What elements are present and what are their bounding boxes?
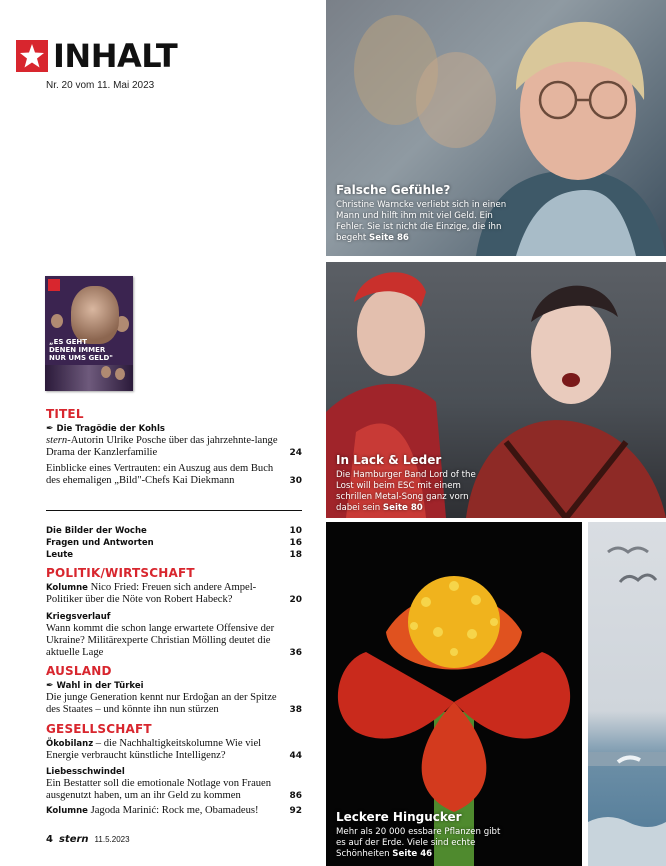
section-heading-politik: POLITIK/WIRTSCHAFT <box>46 566 195 580</box>
caption-body: Mehr als 20 000 essbare Pflanzen gibt es auf der Erde. Viele sind echte Schönheiten <box>336 827 501 859</box>
pen-nib-icon: ✒ <box>46 681 54 691</box>
photo-seagulls[interactable] <box>588 522 666 866</box>
issue-date: Nr. 20 vom 11. Mai 2023 <box>46 80 155 91</box>
page-title: INHALT <box>53 37 178 75</box>
footer-page-number: 4 <box>46 834 53 845</box>
entry-text: Fragen und Antworten <box>46 538 154 548</box>
cover-portrait <box>71 286 119 344</box>
caption-headline: Falsche Gefühle? <box>336 183 451 197</box>
page-number: 18 <box>289 550 302 560</box>
photo-caption <box>336 810 506 860</box>
entry-text: -Autorin Ulrike Posche über das jahrzehnte-lange Drama der Kanzlerfamilie <box>46 435 278 458</box>
entry-text: Die Bilder der Woche <box>46 526 147 536</box>
page-number: 92 <box>289 806 302 816</box>
divider <box>46 510 302 511</box>
caption-page-ref: Seite 80 <box>382 503 423 513</box>
toc-kicker <box>46 766 302 778</box>
stern-logo <box>16 40 48 72</box>
magazine-cover-thumbnail[interactable] <box>45 276 133 391</box>
seagull-illustration <box>588 522 666 866</box>
caption-body: Die Hamburger Band Lord of the Lost will beim ESC mit einem schrillen Metal-Song ganz vorn dabei sein <box>336 470 476 513</box>
cover-headline: „ES GEHT DENEN IMMER NUR UMS GELD" <box>49 338 113 362</box>
caption-headline: Leckere Hingucker <box>336 810 462 824</box>
section-heading-ausland: AUSLAND <box>46 664 112 678</box>
toc-entry[interactable] <box>46 463 302 487</box>
photo-lack-und-leder[interactable] <box>326 262 666 518</box>
toc-entry[interactable] <box>46 525 302 537</box>
pen-nib-icon: ✒ <box>46 424 54 434</box>
page-number: 86 <box>289 791 302 801</box>
toc-entry[interactable] <box>46 692 302 716</box>
kicker-text: Liebesschwindel <box>46 767 125 777</box>
photo-caption <box>336 183 511 244</box>
toc-entry[interactable] <box>46 537 302 549</box>
toc-entry[interactable] <box>46 435 302 459</box>
toc-kicker-tuerkei[interactable] <box>46 680 302 692</box>
masthead <box>16 38 177 74</box>
footer-date: 11.5.2023 <box>94 835 130 844</box>
caption-headline: In Lack & Leder <box>336 453 442 467</box>
page-number: 16 <box>289 538 302 548</box>
caption-body: Christine Warncke verliebt sich in einen Mann und hilft ihm mit viel Geld. Ein Fehler. Sie ist nicht die Einzige, die ihn begeht <box>336 200 507 243</box>
section-heading-gesellschaft: GESELLSCHAFT <box>46 722 152 736</box>
entry-text: Ein Bestatter soll die emotionale Notlage von Frauen ausgenutzt haben, um an ihr Geld zu kommen <box>46 778 272 801</box>
page-number: 30 <box>289 476 302 486</box>
kicker-text: Kolumne <box>46 583 88 593</box>
kicker-text: Wahl in der Türkei <box>56 681 144 691</box>
entry-text: Wann kommt die schon lange erwartete Offensive der Ukraine? Militärexperte Christian Mölling deutet die aktuelle Lage <box>46 623 275 658</box>
star-icon <box>19 43 45 69</box>
toc-entry[interactable] <box>46 623 302 659</box>
page-footer <box>46 834 130 845</box>
toc-entry[interactable] <box>46 582 302 606</box>
entry-text: Nico Fried: Freuen sich andere Ampel-Politiker über die Nöte von Robert Habeck? <box>46 582 257 605</box>
toc-entry[interactable] <box>46 805 302 817</box>
page-number: 10 <box>289 526 302 536</box>
page-number: 20 <box>289 595 302 605</box>
cover-logo <box>48 279 60 291</box>
toc-kicker-kohls[interactable] <box>46 423 302 435</box>
kicker-text: Ökobilanz <box>46 739 94 749</box>
section-heading-titel: TITEL <box>46 407 84 421</box>
toc-entry[interactable] <box>46 549 302 561</box>
entry-text: Jagoda Marinić: Rock me, Obamadeus! <box>90 805 259 816</box>
kicker-text: Die Tragödie der Kohls <box>56 424 165 434</box>
toc-kicker <box>46 611 302 623</box>
brand-italic: stern <box>46 435 68 446</box>
kicker-text: Kriegsverlauf <box>46 612 111 622</box>
entry-text: Die junge Generation kennt nur Erdoğan an der Spitze des Staates – und könnte ihn nun stürzen <box>46 692 277 715</box>
page-number: 44 <box>289 751 302 761</box>
caption-page-ref: Seite 86 <box>369 233 409 243</box>
entry-text: – die Nachhaltigkeitskolumne Wie viel Energie verbraucht künstliche Intelligenz? <box>46 738 262 761</box>
caption-page-ref: Seite 46 <box>392 849 433 859</box>
page-number: 38 <box>289 705 302 715</box>
kicker-text: Kolumne <box>46 806 88 816</box>
table-of-contents-column <box>0 0 320 866</box>
page-number: 24 <box>289 448 302 458</box>
footer-brand: stern <box>58 834 89 845</box>
page-number: 36 <box>289 648 302 658</box>
photo-caption <box>336 453 486 514</box>
photo-falsche-gefuehle[interactable] <box>326 0 666 256</box>
entry-text: Einblicke eines Vertrauten: ein Auszug aus dem Buch des ehemaligen „Bild"-Chefs Kai Diekmann <box>46 463 274 486</box>
toc-entry[interactable] <box>46 778 302 802</box>
entry-text: Leute <box>46 550 74 560</box>
toc-entry[interactable] <box>46 738 302 762</box>
photo-leckere-hingucker[interactable] <box>326 522 582 866</box>
